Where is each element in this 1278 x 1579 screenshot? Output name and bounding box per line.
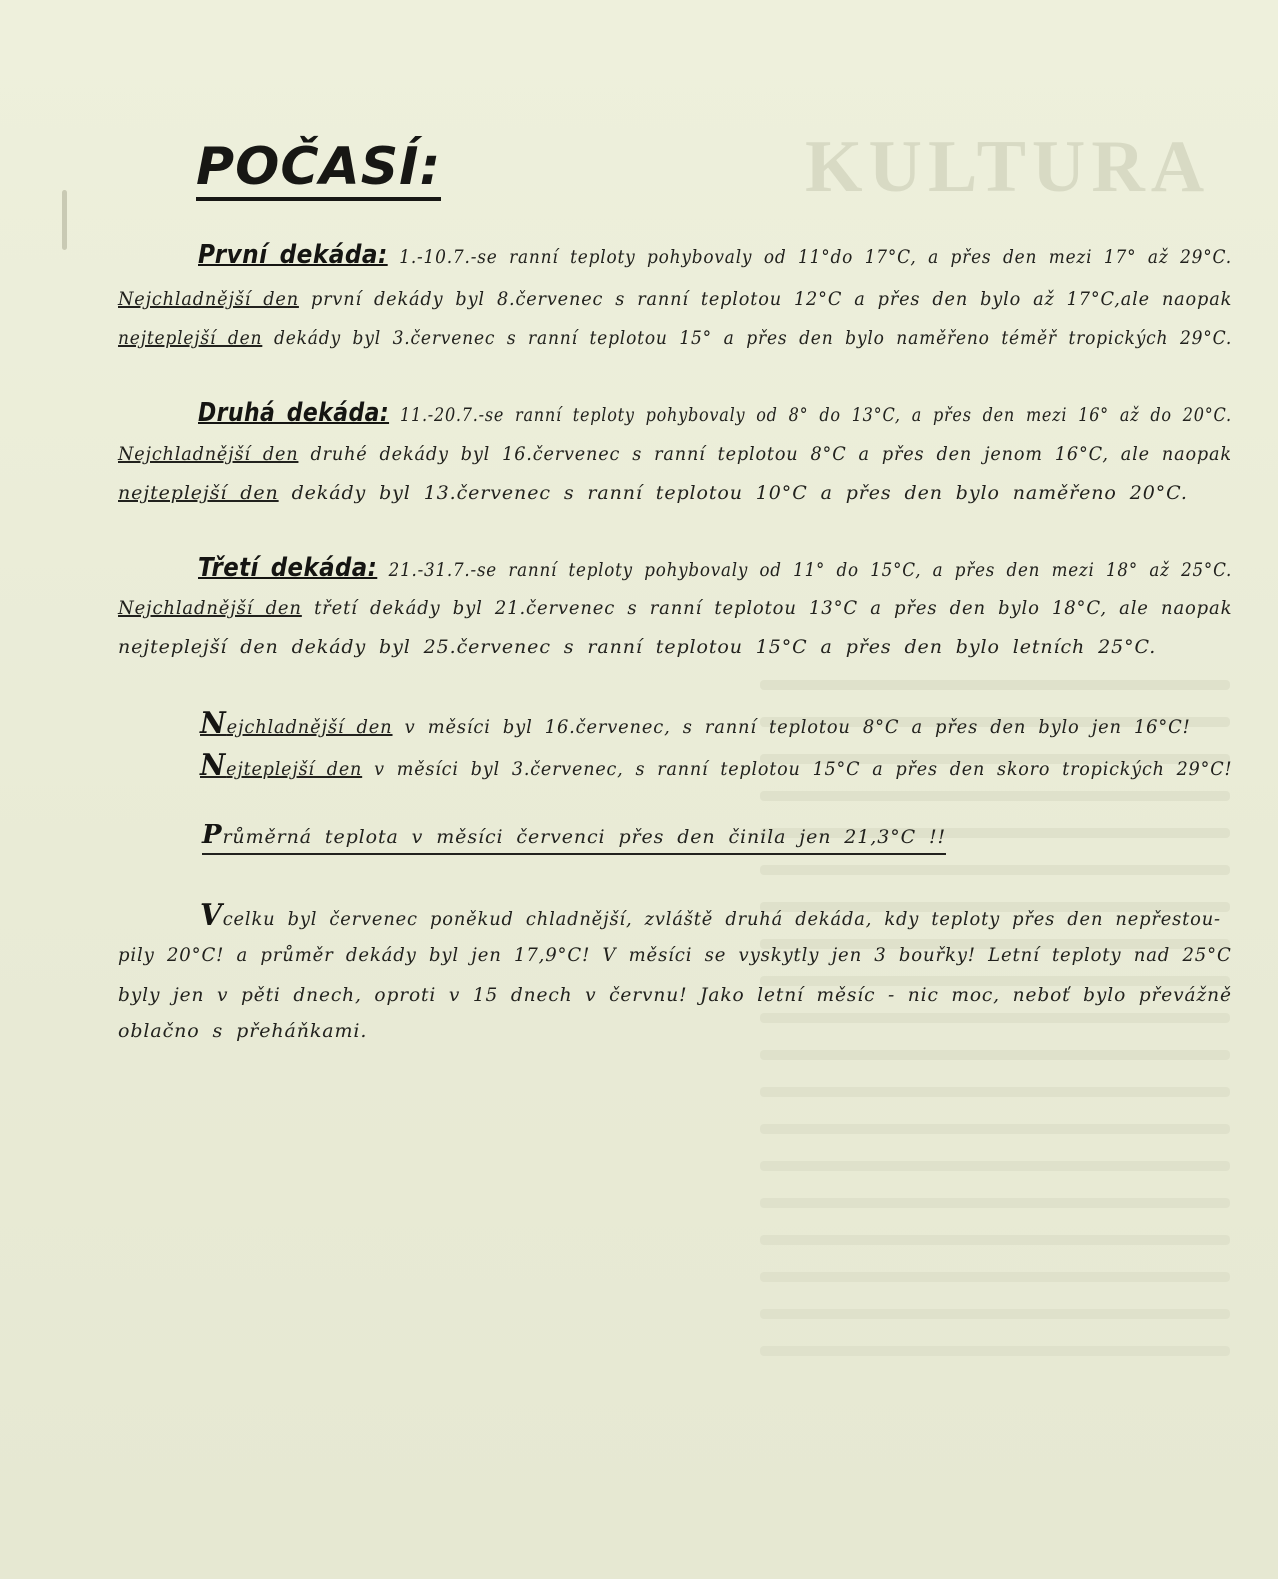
decade1-coldest-label: Nejchladnější den	[118, 288, 299, 310]
summary-capital: V	[200, 898, 223, 933]
decade1-line2	[118, 288, 1233, 310]
margin-mark	[62, 190, 67, 250]
decade2-line3	[118, 482, 1218, 504]
decade2-text2: druhé dekády byl 16.červenec s ranní teplotou 8°C a přes den jenom 16°C, ale naopak	[310, 443, 1232, 465]
decade3-line2	[118, 597, 1233, 619]
month-coldest-line	[200, 706, 1232, 741]
summary-line3	[118, 984, 1232, 1006]
decade1-text1: 1.-10.7.-se ranní teploty pohybovaly od 11°do 17°C, a přes den mezi 17° až 29°C.	[399, 246, 1232, 268]
month-warmest-text: v měsíci byl 3.červenec, s ranní teplotou 15°C a přes den skoro tropických 29°C!	[374, 758, 1233, 780]
decade3-heading: Třetí dekáda:	[198, 553, 378, 583]
decade3-line3	[118, 636, 1218, 658]
decade1-text2: první dekády byl 8.červenec s ranní teplotou 12°C a přes den bylo až 17°C,ale naopak	[310, 288, 1233, 310]
page-title: POČASÍ:	[196, 140, 441, 201]
summary-text1: celku byl červenec poněkud chladnější, zvláště druhá dekáda, kdy teploty přes den nepřestou-	[222, 908, 1221, 930]
summary-text3: byly jen v pěti dnech, oproti v 15 dnech v červnu! Jako letní měsíc - nic moc, neboť bylo převážně	[118, 984, 1232, 1006]
decade1-heading: První dekáda:	[198, 240, 388, 270]
month-coldest-capital: N	[200, 706, 227, 741]
month-coldest-label: ejchladnější den	[226, 716, 393, 738]
average-capital: P	[202, 820, 223, 850]
average-text: růměrná teplota v měsíci červenci přes den činila jen 21,3°C !!	[222, 826, 947, 848]
summary-line2	[118, 944, 1232, 966]
decade2-heading: Druhá dekáda:	[198, 398, 390, 428]
decade3-text3: nejteplejší den dekády byl 25.červenec s ranní teplotou 15°C a přes den bylo letních 25°C.	[118, 636, 1157, 658]
summary-text4: oblačno s přeháňkami.	[118, 1020, 368, 1042]
month-warmest-line	[200, 748, 1233, 783]
month-warmest-capital: N	[200, 748, 227, 783]
decade3-line1	[198, 553, 1233, 583]
decade3-coldest-label: Nejchladnější den	[118, 597, 302, 619]
decade1-line3	[118, 327, 1233, 349]
decade2-coldest-label: Nejchladnější den	[118, 443, 299, 465]
decade2-text3: dekády byl 13.červenec s ranní teplotou 10°C a přes den bylo naměřeno 20°C.	[291, 482, 1188, 504]
decade2-warmest-label: nejteplejší den	[118, 482, 279, 504]
decade2-line1	[198, 398, 1232, 428]
decade2-text1: 11.-20.7.-se ranní teploty pohybovaly od 8° do 13°C, a přes den mezi 16° až do 20°C.	[399, 404, 1232, 426]
summary-line1	[200, 898, 1232, 933]
decade3-text2: třetí dekády byl 21.červenec s ranní teplotou 13°C a přes den bylo 18°C, ale naopak	[314, 597, 1233, 619]
decade1-line1	[198, 240, 1232, 270]
decade2-line2	[118, 443, 1232, 465]
decade1-warmest-label: nejteplejší den	[118, 327, 263, 349]
bleed-through-heading: KULTURA	[805, 126, 1211, 208]
summary-text2: pily 20°C! a průměr dekády byl jen 17,9°C! V měsíci se vyskytly jen 3 bouřky! Letní teploty nad 25°C	[118, 944, 1232, 966]
month-warmest-label: ejteplejší den	[226, 758, 363, 780]
summary-line4	[118, 1020, 1218, 1042]
decade3-text1: 21.-31.7.-se ranní teploty pohybovaly od 11° do 15°C, a přes den mezi 18° až 25°C.	[388, 559, 1233, 581]
month-coldest-text: v měsíci byl 16.červenec, s ranní teplotou 8°C a přes den bylo jen 16°C!	[404, 716, 1191, 738]
decade1-text3: dekády byl 3.červenec s ranní teplotou 15° a přes den bylo naměřeno téměř tropických 29°C.	[273, 327, 1233, 349]
average-temperature-line	[202, 820, 946, 855]
